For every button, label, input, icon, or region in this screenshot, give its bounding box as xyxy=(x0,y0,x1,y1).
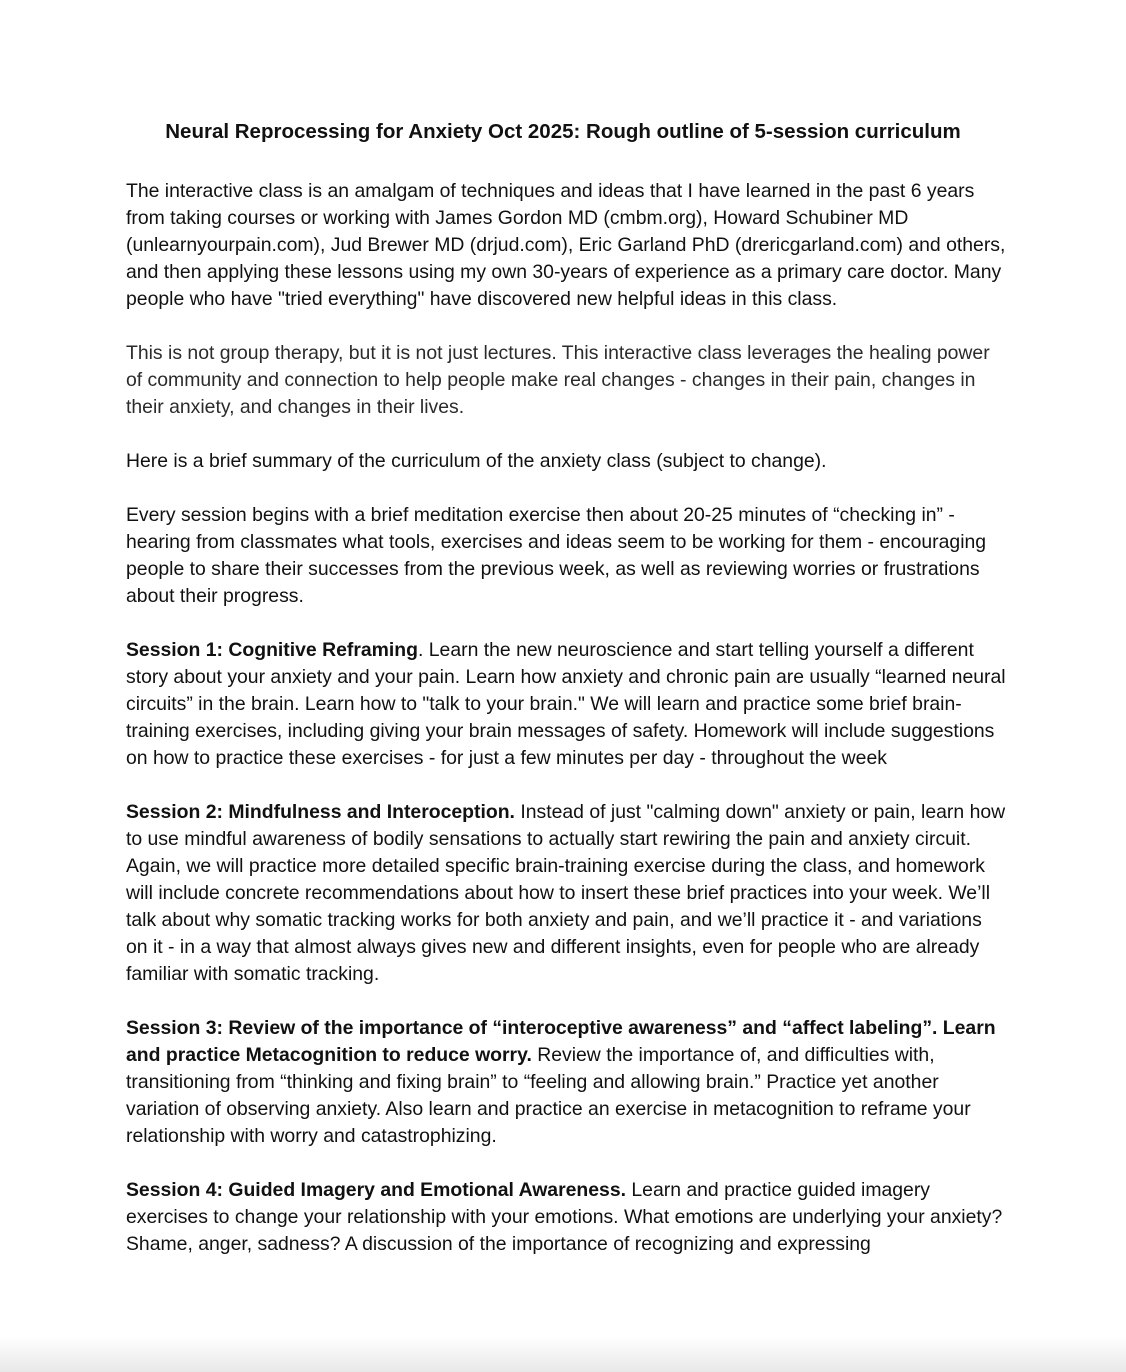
document-body xyxy=(126,178,1006,1285)
document-title: Neural Reprocessing for Anxiety Oct 2025: Rough outline of 5-session curriculum xyxy=(165,120,961,143)
session-3-paragraph xyxy=(126,1015,1006,1150)
not-therapy-paragraph: This is not group therapy, but it is not just lectures. This interactive class leverages the healing power of community and connection to help people make real changes - changes in their pain, changes in their anxiety, and changes in their lives. xyxy=(126,342,990,418)
intro-paragraph: The interactive class is an amalgam of techniques and ideas that I have learned in the past 6 years from taking courses or working with James Gordon MD (cmbm.org), Howard Schubiner MD (unlearnyourpain.com), Jud Brewer MD (drjud.com), Eric Garland PhD (drericgarland.com) and others, and then applying these lessons using my own 30-years of experience as a primary care doctor. Many people who have "tried everything" have discovered new helpful ideas in this class. xyxy=(126,180,1006,310)
session-3-body: Review the importance of, and difficulties with, transitioning from “thinking and fixing brain” to “feeling and allowing brain.” Practice yet another variation of observing anxiety. Also learn and practice an exercise in metacognition to reframe your relationship with worry and catastrophizing. xyxy=(126,1044,971,1147)
session-2-heading: Session 2: Mindfulness and Interoception. xyxy=(126,801,515,823)
session-1-heading: Session 1: Cognitive Reframing xyxy=(126,639,418,661)
every-session-paragraph: Every session begins with a brief meditation exercise then about 20-25 minutes of “checking in” - hearing from classmates what tools, exercises and ideas seem to be working for them - encouraging people to share their successes from the previous week, as well as reviewing worries or frustrations about their progress. xyxy=(126,504,987,607)
session-4-heading: Session 4: Guided Imagery and Emotional Awareness. xyxy=(126,1179,626,1201)
session-1-body: . Learn the new neuroscience and start telling yourself a different story about your anxiety and your pain. Learn how anxiety and chronic pain are usually “learned neural circuits” in the brain. Learn how to "talk to your brain." We will learn and practice some brief brain-training exercises, including giving your brain messages of safety. Homework will include suggestions on how to practice these exercises - for just a few minutes per day - throughout the week xyxy=(126,639,1006,769)
page-bottom-shadow xyxy=(0,1336,1126,1372)
session-2-paragraph xyxy=(126,799,1006,988)
session-4-body: Learn and practice guided imagery exercises to change your relationship with your emotions. What emotions are underlying your anxiety? Shame, anger, sadness? A discussion of the importance of recognizing and expressing xyxy=(126,1179,1003,1255)
summary-intro-paragraph: Here is a brief summary of the curriculum of the anxiety class (subject to change). xyxy=(126,450,827,472)
session-2-body: Instead of just "calming down" anxiety or pain, learn how to use mindful awareness of bodily sensations to actually start rewiring the pain and anxiety circuit. Again, we will practice more detailed specific brain-training exercise during the class, and homework will include concrete recommendations about how to insert these brief practices into your week. We’ll talk about why somatic tracking works for both anxiety and pain, and we’ll practice it - and variations on it - in a way that almost always gives new and different insights, even for people who are already familiar with somatic tracking. xyxy=(126,801,1006,985)
session-4-paragraph xyxy=(126,1177,1006,1258)
session-1-paragraph xyxy=(126,637,1006,772)
session-3-heading: Session 3: Review of the importance of “interoceptive awareness” and “affect labeling”. Learn and practice Metacognition to reduce worry. xyxy=(126,1017,996,1066)
